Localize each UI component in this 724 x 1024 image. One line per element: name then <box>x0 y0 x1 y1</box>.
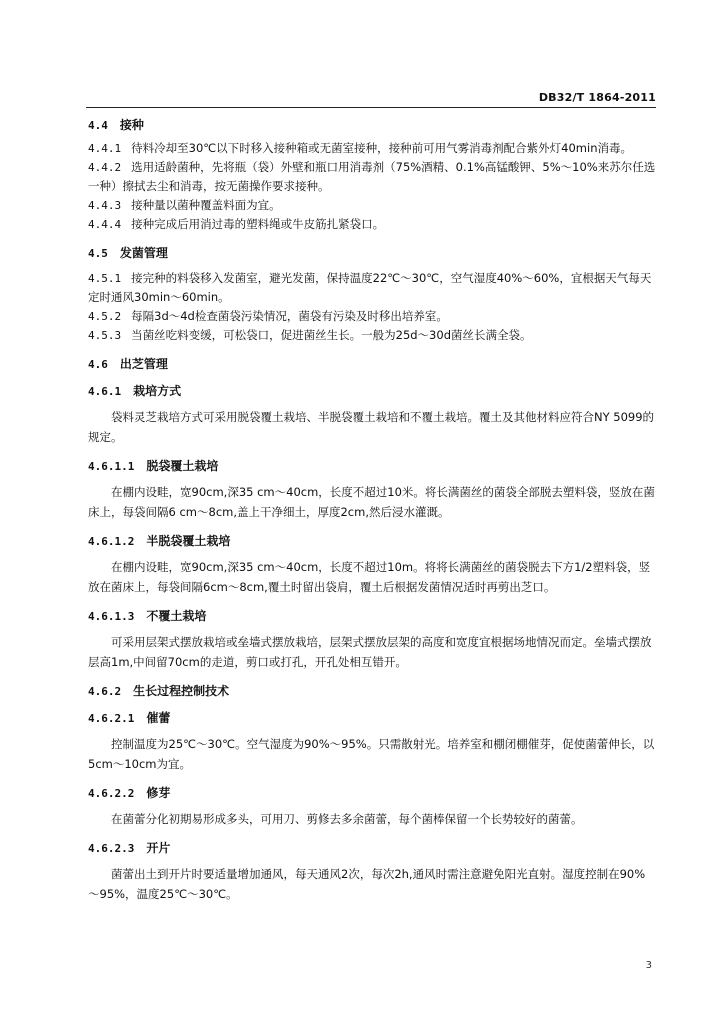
paragraph: 控制温度为25℃～30℃。空气湿度为90%～95%。只需散射光。培养室和棚闭棚催芽，促使菌蕾伸长，以5cm～10cm为宜。 <box>88 737 655 771</box>
clause-item: 4.4.4 接种完成后用消过毒的塑料绳或牛皮筋扎紧袋口。 <box>88 217 385 231</box>
paragraph: 在菌蕾分化初期易形成多头，可用刀、剪修去多余菌蕾，每个菌棒保留一个长势较好的菌蕾。 <box>111 812 583 826</box>
section-heading: 4.5 发菌管理 <box>88 246 168 260</box>
document-body <box>88 110 656 904</box>
clause-item: 4.4.3 接种量以菌种覆盖料面为宜。 <box>88 198 281 212</box>
paragraph: 在棚内设畦，宽90cm,深35 cm～40cm，长度不超过10m。将将长满菌丝的菌袋脱去下方1/2塑料袋，竖放在菌床上，每袋间隔6cm～8cm,覆土时留出袋肩，覆土后根据发菌情况适时再剪出芝口。 <box>88 560 651 594</box>
clause-item: 4.5.2 每隔3d～4d检查菌袋污染情况，菌袋有污染及时移出培养室。 <box>88 309 448 323</box>
subsection-heading: 4.6.1 栽培方式 <box>88 384 182 398</box>
clause-item: 4.4.2 选用适龄菌种，先将瓶（袋）外壁和瓶口用消毒剂（75%酒精、0.1%高锰酸钾、5%～10%来苏尔任选一种）擦拭去尘和消毒，按无菌操作要求接种。 <box>88 160 656 193</box>
subsection-heading: 4.6.1.3 不覆土栽培 <box>88 609 207 623</box>
page-number: 3 <box>645 960 652 971</box>
clause-item: 4.5.1 接完种的料袋移入发菌室，避光发菌，保持温度22℃～30℃，空气湿度40%～60%，宜根据天气每天定时通风30min～60min。 <box>88 271 652 304</box>
subsection-heading: 4.6.2.3 开片 <box>88 841 171 855</box>
paragraph: 菌蕾出土到开片时要适量增加通风，每天通风2次，每次2h,通风时需注意避免阳光直射。湿度控制在90%～95%，温度25℃～30℃。 <box>88 867 646 901</box>
subsection-heading: 4.6.1.2 半脱袋覆土栽培 <box>88 534 231 548</box>
document-code: DB32/T 1864-2011 <box>538 91 656 104</box>
header-rule <box>86 107 656 108</box>
subsection-heading: 4.6.2 生长过程控制技术 <box>88 684 230 698</box>
subsection-heading: 4.6.1.1 脱袋覆土栽培 <box>88 459 219 473</box>
section-heading: 4.4 接种 <box>88 118 144 132</box>
clause-item: 4.4.1 待料冷却至30℃以下时移入接种箱或无菌室接种，接种前可用气雾消毒剂配合紫外灯40min消毒。 <box>88 141 632 155</box>
section-heading: 4.6 出芝管理 <box>88 357 168 371</box>
subsection-heading: 4.6.2.1 催蕾 <box>88 711 171 725</box>
paragraph: 可采用层架式摆放栽培或垒墙式摆放栽培，层架式摆放层架的高度和宽度宜根据场地情况而定。垒墙式摆放层高1m,中间留70cm的走道，剪口或打孔，开孔处相互错开。 <box>88 635 652 669</box>
clause-item: 4.5.3 当菌丝吃料变缓，可松袋口，促进菌丝生长。一般为25d～30d菌丝长满全袋。 <box>88 328 532 342</box>
paragraph: 袋料灵芝栽培方式可采用脱袋覆土栽培、半脱袋覆土栽培和不覆土栽培。覆土及其他材料应符合NY 5099的规定。 <box>88 410 655 444</box>
subsection-heading: 4.6.2.2 修芽 <box>88 786 171 800</box>
paragraph: 在棚内设畦，宽90cm,深35 cm～40cm，长度不超过10米。将长满菌丝的菌袋全部脱去塑料袋，竖放在菌床上，每袋间隔6 cm～8cm,盖上干净细土，厚度2cm,然后浸水灌溉。 <box>88 485 655 519</box>
